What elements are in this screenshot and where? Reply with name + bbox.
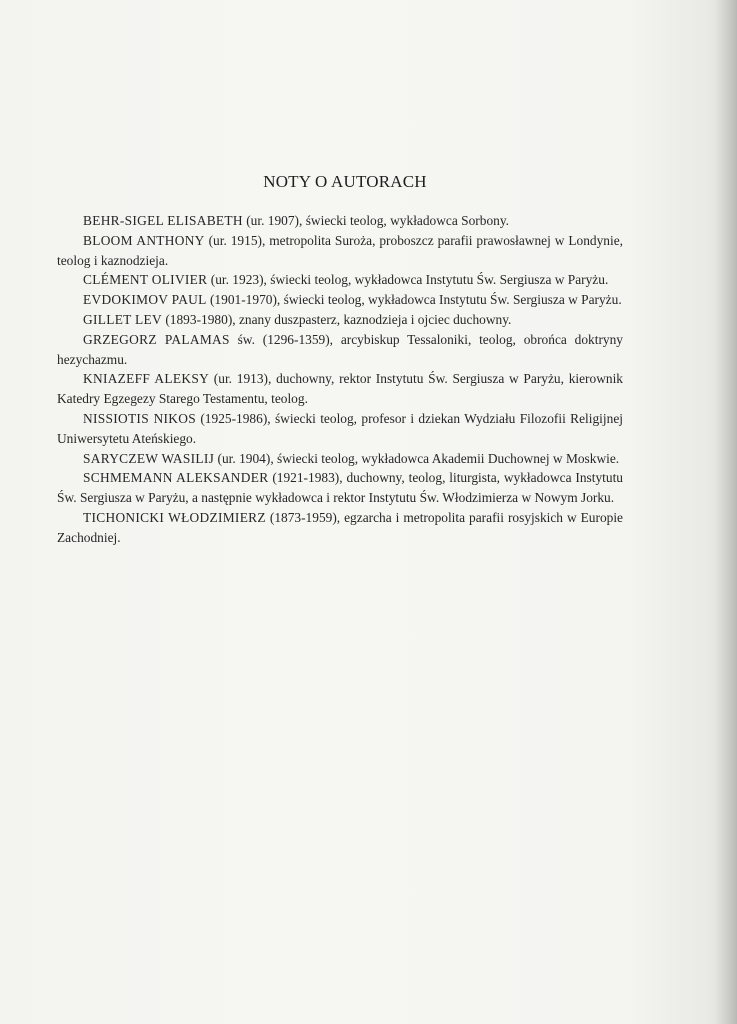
author-entry [57,409,623,449]
author-description: (ur. 1904), świecki teolog, wykładowca Akademii Duchownej w Moskwie. [214,450,620,466]
author-name: NISSIOTIS NIKOS [83,410,196,426]
author-description: św. (1296-1359), arcybiskup Tessaloniki, teolog, obrońca doktryny hezychazmu. [57,331,623,367]
author-entry [57,449,623,469]
author-entry [57,369,623,409]
author-name: KNIAZEFF ALEKSY [83,371,210,387]
author-name: TICHONICKI WŁODZIMIERZ [83,509,266,525]
author-description: (ur. 1913), duchowny, rektor Instytutu Św. Sergiusza w Paryżu, kierownik Katedry Egzegezy Starego Testamentu, teolog. [57,371,623,407]
author-description: (1925-1986), świecki teolog, profesor i dziekan Wydziału Filozofii Religijnej Uniwersytetu Ateńskiego. [57,410,623,446]
author-name: CLÉMENT OLIVIER [83,272,208,288]
author-entry [57,330,623,370]
author-name: GILLET LEV [83,311,162,327]
author-name: BLOOM ANTHONY [83,232,205,248]
author-description: (1901-1970), świecki teolog, wykładowca Instytutu Św. Sergiusza w Paryżu. [206,292,622,308]
author-name: SARYCZEW WASILIJ [83,450,215,466]
author-name: EVDOKIMOV PAUL [83,292,207,308]
author-name: SCHMEMANN ALEKSANDER [83,470,269,486]
author-entry [57,231,623,271]
author-notes-list [57,211,623,548]
author-description: (ur. 1907), świecki teolog, wykładowca Sorbony. [242,213,510,228]
author-name: BEHR-SIGEL ELISABETH [83,213,243,228]
author-description: (ur. 1915), metropolita Suroża, proboszcz parafii prawosławnej w Londynie, teolog i kaznodzieja. [57,232,623,268]
page-title: NOTY O AUTORACH [263,172,427,191]
author-description: (1893-1980), znany duszpasterz, kaznodzieja i ojciec duchowny. [161,311,512,327]
author-description: (ur. 1923), świecki teolog, wykładowca Instytutu Św. Sergiusza w Paryżu. [207,272,609,288]
author-entry [57,270,623,290]
author-description: (1921-1983), duchowny, teolog, liturgista, wykładowca Instytutu Św. Sergiusza w Paryżu, a następnie wykładowca i rektor Instytutu Św. Włodzimierza w Nowym Jorku. [57,470,623,506]
author-name: GRZEGORZ PALAMAS [83,331,230,347]
author-entry [57,468,623,508]
author-entry [57,310,623,330]
author-entry [57,290,623,310]
author-entry [57,508,623,548]
author-entry [57,211,623,231]
page-edge-shadow [715,0,737,1024]
author-description: (1873-1959), egzarcha i metropolita parafii rosyjskich w Europie Zachodniej. [57,509,623,545]
